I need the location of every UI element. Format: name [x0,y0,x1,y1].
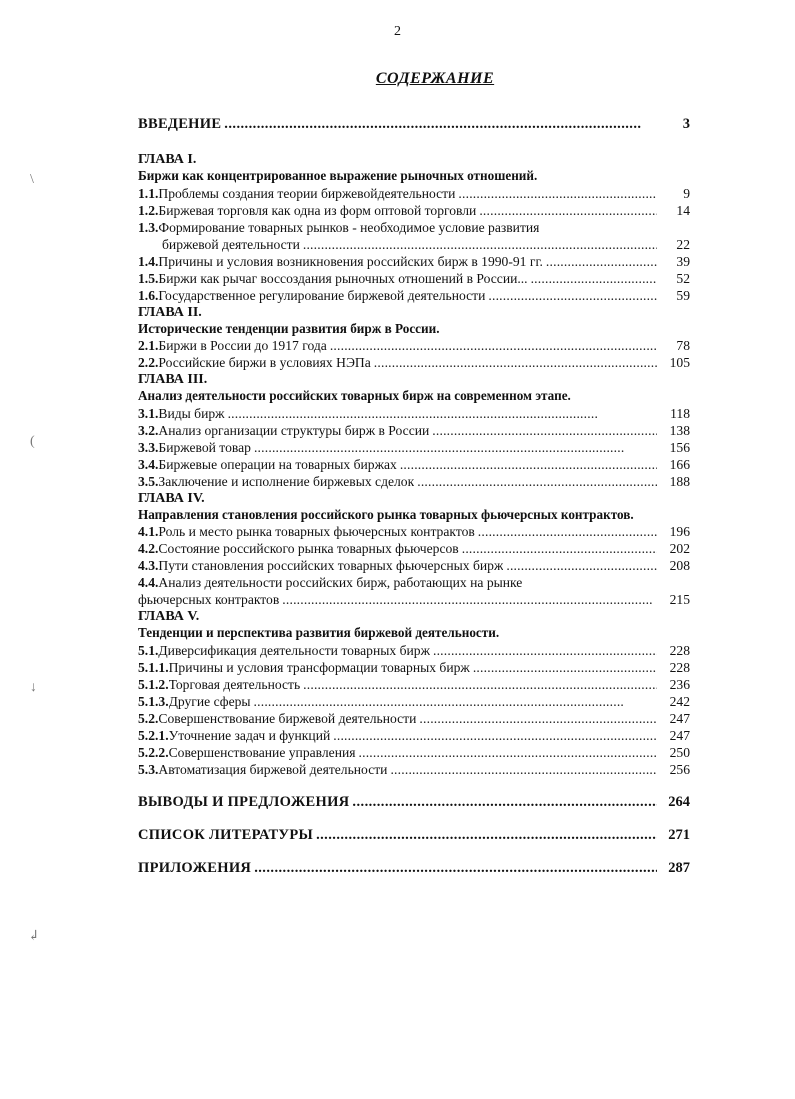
table-of-contents [138,116,690,877]
toc-entry[interactable] [138,727,690,744]
entry-number: 3.3. [138,439,159,455]
toc-entry[interactable] [138,202,690,219]
margin-mark: ↓ [30,680,37,695]
leader-dots [531,270,657,287]
entry-page: 39 [676,253,690,269]
entry-number: 2.1. [138,338,159,353]
toc-entry[interactable] [138,219,690,236]
entry-title: Биржевые операции на товарных биржах [158,456,397,472]
intro-page: 3 [682,116,690,132]
leader-dots [473,659,657,676]
entry-number: 5.2.1. [138,727,169,743]
closing-page: 264 [668,793,690,810]
toc-entry[interactable] [138,540,690,557]
leader-dots [254,693,657,710]
toc-entry[interactable] [138,253,690,270]
chapter-subtitle: Направления становления российского рынка товарных фьючерсных контрактов. [138,506,634,522]
entry-title: Автоматизация биржевой деятельности [158,761,388,777]
entry-page: 9 [683,185,690,201]
chapter-label: ГЛАВА V. [138,609,200,624]
leader-dots [303,236,657,253]
chapters-list [138,151,690,778]
entry-title: Российские биржи в условиях НЭПа [158,355,371,370]
entry-title: Пути становления российских товарных фьючерсных бирж [158,558,504,573]
entry-number: 4.3. [138,558,159,573]
toc-closing-entry[interactable] [138,827,690,844]
toc-entry[interactable] [138,422,690,439]
entry-number: 4.1. [138,524,159,539]
entry-title: Анализ деятельности российских бирж, работающих на рынке [158,575,523,590]
leader-dots [417,473,657,490]
toc-entry[interactable] [138,744,690,761]
entry-page: 52 [676,270,690,286]
entry-title: Государственное регулирование биржевой деятельности [158,287,486,303]
entry-page: 22 [676,236,690,252]
chapter-label: ГЛАВА I. [138,152,197,167]
entry-number: 5.1. [138,642,159,658]
entry-number: 5.2. [138,710,159,726]
entry-page: 208 [669,558,690,573]
entry-page: 59 [676,287,690,303]
entry-title: Состояние российского рынка товарных фьючерсов [158,541,459,556]
entry-number: 2.2. [138,355,159,370]
entry-number: 3.5. [138,473,159,489]
entry-page: 228 [669,642,690,658]
leader-dots [282,591,657,608]
toc-entry[interactable] [138,659,690,676]
entry-title: Биржи как рычаг воссоздания рыночных отношений в России... [158,270,528,286]
chapter-label: ГЛАВА III. [138,372,208,387]
toc-intro[interactable] [138,116,690,133]
entry-page: 166 [669,456,690,472]
entry-number: 3.4. [138,456,159,472]
entry-number: 1.2. [138,202,159,218]
chapter-label: ГЛАВА IV. [138,490,205,506]
leader-dots [359,744,657,761]
entry-title: Роль и место рынка товарных фьючерсных контрактов [158,524,475,539]
entry-title: Причины и условия возникновения российских бирж в 1990-91 гг. [158,253,543,269]
toc-entry[interactable] [138,557,690,574]
toc-closing-entry[interactable] [138,794,690,811]
entry-number: 1.3. [138,219,159,235]
intro-title: ВВЕДЕНИЕ [138,116,222,132]
toc-entry[interactable] [138,574,690,591]
leader-dots [330,337,657,354]
chapter-subtitle: Анализ деятельности российских товарных бирж на современном этапе. [138,388,571,403]
toc-entry[interactable] [138,642,690,659]
entry-title: Заключение и исполнение биржевых сделок [158,473,415,489]
entry-page: 202 [669,541,690,556]
entry-number: 1.5. [138,270,159,286]
entry-title: Причины и условия трансформации товарных бирж [168,659,470,675]
entry-title: Совершенствование биржевой деятельности [158,710,417,726]
toc-entry[interactable] [138,439,690,456]
leader-dots [546,253,657,270]
entry-title: Формирование товарных рынков - необходимое условие развития [158,219,540,235]
chapter-subtitle: Тенденции и перспектива развития биржевой деятельности. [138,625,500,640]
entry-title: Другие сферы [168,693,251,709]
toc-entry[interactable] [138,710,690,727]
closing-page: 287 [668,859,690,876]
chapter-label: ГЛАВА II. [138,304,202,320]
leader-dots [254,860,657,877]
toc-entry[interactable] [138,337,690,354]
entry-title-continued: биржевой деятельности [162,236,300,252]
leader-dots [479,202,657,219]
entry-number: 1.1. [138,185,159,201]
chapter-subtitle: Биржи как концентрированное выражение рыночных отношений. [138,168,538,183]
toc-entry[interactable] [138,456,690,473]
entry-page: 78 [676,338,690,353]
entry-page: 14 [676,202,690,218]
toc-entry[interactable] [138,761,690,778]
leader-dots [432,422,657,439]
toc-entry[interactable] [138,270,690,287]
closing-page: 271 [668,826,690,843]
entry-title: Проблемы создания теории биржевойдеятельности [158,185,456,201]
entry-page: 242 [669,693,690,709]
entry-page: 196 [669,524,690,539]
entry-title-continued: фьючерсных контрактов [138,592,280,607]
leader-dots [374,354,657,371]
toc-heading: СОДЕРЖАНИЕ [375,70,495,87]
entry-page: 250 [669,744,690,760]
margin-mark: \ [30,172,34,187]
leader-dots [488,287,657,304]
leader-dots [228,405,657,422]
toc-entry-continued[interactable] [138,236,690,253]
closing-title: СПИСОК ЛИТЕРАТУРЫ [138,826,314,843]
closing-title: ВЫВОДЫ И ПРЕДЛОЖЕНИЯ [138,793,350,810]
leader-dots [390,761,657,778]
entry-number: 5.1.2. [138,676,169,692]
entry-title: Анализ организации структуры бирж в России [158,422,430,438]
toc-closing-entry[interactable] [138,860,690,877]
toc-entry[interactable] [138,287,690,304]
entry-number: 4.2. [138,541,159,556]
leader-dots [419,710,657,727]
entry-title: Совершенствование управления [168,744,356,760]
toc-entry[interactable] [138,693,690,710]
toc-entry[interactable] [138,523,690,540]
entry-number: 5.2.2. [138,744,169,760]
leader-dots [254,439,657,456]
entry-page: 236 [669,676,690,692]
entry-title: Биржевая торговля как одна из форм оптовой торговли [158,202,477,218]
toc-entry[interactable] [138,354,690,371]
leader-dots [458,185,657,202]
leader-dots [462,540,657,557]
leader-dots [224,116,657,133]
leader-dots [400,456,657,473]
entry-number: 1.6. [138,287,159,303]
leader-dots [433,642,657,659]
chapter-subtitle: Исторические тенденции развития бирж в России. [138,320,440,336]
entry-number: 5.1.3. [138,693,169,709]
entry-number: 3.1. [138,405,159,421]
entry-page: 247 [669,727,690,743]
entry-title: Торговая деятельность [168,676,301,692]
entry-title: Виды бирж [158,405,225,421]
entry-title: Уточнение задач и функций [168,727,331,743]
toc-entry-continued[interactable] [138,591,690,608]
entry-title: Биржи в России до 1917 года [158,338,327,353]
closing-sections [138,778,690,877]
entry-page: 105 [669,355,690,370]
margin-mark: ( [30,434,35,449]
leader-dots [316,827,657,844]
entry-number: 1.4. [138,253,159,269]
toc-entry[interactable] [138,185,690,202]
entry-number: 5.1.1. [138,659,169,675]
leader-dots [333,727,657,744]
entry-number: 3.2. [138,422,159,438]
entry-title: Диверсификация деятельности товарных бирж [158,642,430,658]
entry-page: 247 [669,710,690,726]
leader-dots [506,557,657,574]
leader-dots [478,523,657,540]
margin-mark: ↲ [28,929,40,944]
entry-page: 228 [669,659,690,675]
entry-page: 215 [669,592,690,607]
closing-title: ПРИЛОЖЕНИЯ [138,859,252,876]
leader-dots [303,676,657,693]
entry-number: 4.4. [138,575,159,590]
toc-entry[interactable] [138,676,690,693]
entry-number: 5.3. [138,761,159,777]
toc-entry[interactable] [138,405,690,422]
entry-page: 256 [669,761,690,777]
entry-page: 118 [670,405,690,421]
entry-title: Биржевой товар [158,439,251,455]
entry-page: 138 [669,422,690,438]
toc-entry[interactable] [138,473,690,490]
entry-page: 188 [669,473,690,489]
page-number: 2 [394,24,401,39]
leader-dots [352,794,657,811]
entry-page: 156 [669,439,690,455]
